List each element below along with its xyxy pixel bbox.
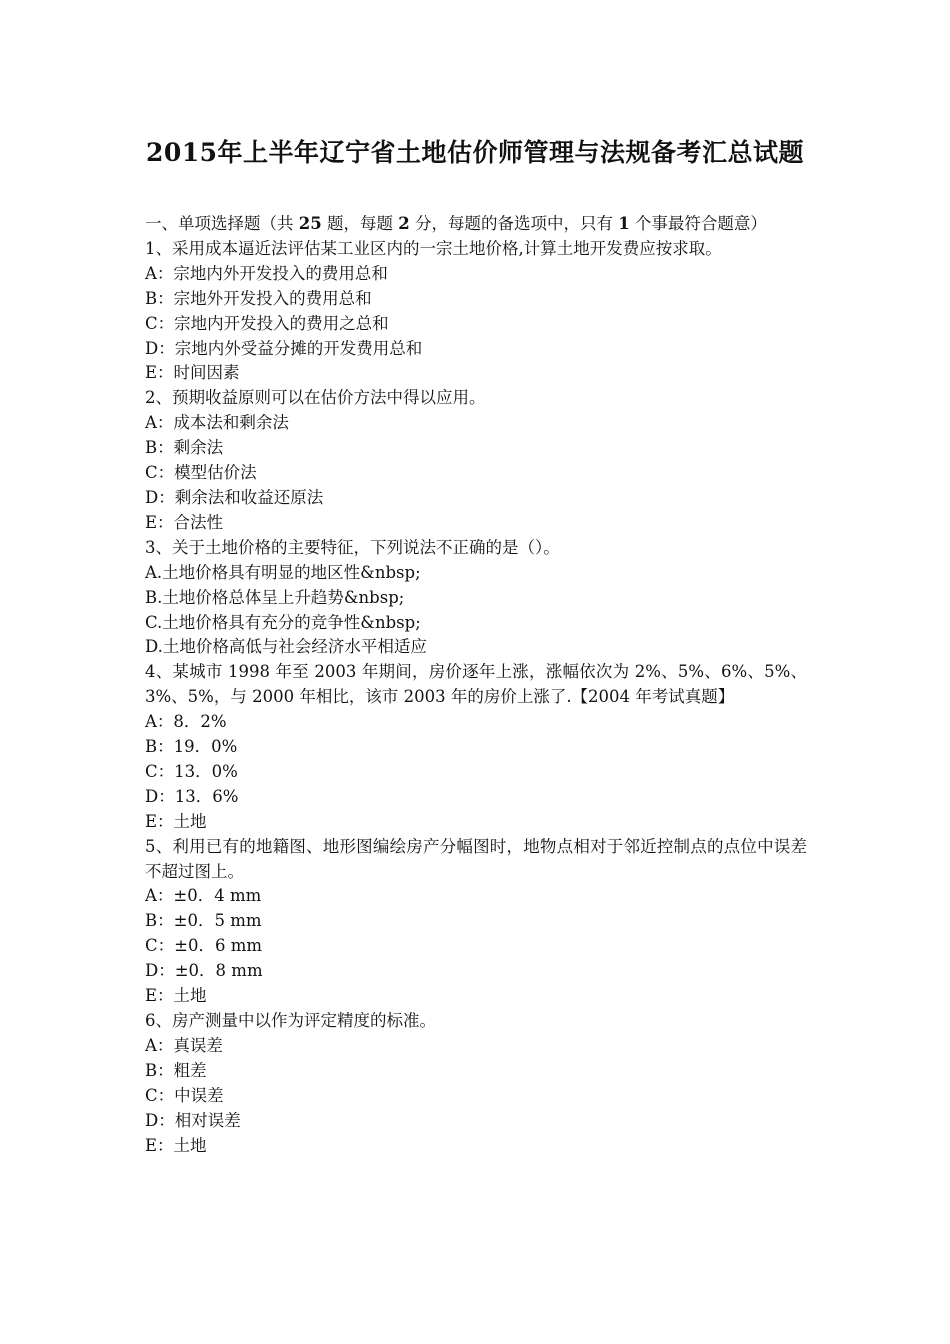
answer-option: B：粗差 [145, 1060, 207, 1080]
section-heading-text: 分，每题的备选项中，只有 [409, 214, 619, 233]
section-heading-text: 个事最符合题意） [629, 214, 767, 233]
question-stem: 5、利用已有的地籍图、地形图编绘房产分幅图时，地物点相对于邻近控制点的点位中误差不超过图上。 [145, 836, 807, 881]
answer-option: D：相对误差 [145, 1110, 241, 1130]
question-stem: 6、房产测量中以作为评定精度的标准。 [145, 1011, 436, 1030]
section-heading-text: 题，每题 [321, 214, 399, 233]
answer-option: E：土地 [145, 811, 207, 831]
question-count: 25 [298, 214, 322, 233]
answer-option: D：宗地内外受益分摊的开发费用总和 [145, 338, 423, 358]
question-score: 2 [398, 214, 410, 233]
answer-option: E：土地 [145, 1135, 207, 1155]
answer-option: B：剩余法 [145, 438, 224, 458]
answer-option: A：真误差 [145, 1035, 223, 1055]
answer-option: C：中误差 [145, 1085, 224, 1105]
answer-option: E：合法性 [145, 512, 224, 532]
answer-option: A：8．2% [145, 712, 227, 732]
answer-option: B：19．0% [145, 737, 238, 757]
answer-option: E：时间因素 [145, 363, 240, 383]
answer-option: D：剩余法和收益还原法 [145, 487, 324, 507]
answer-option: A：成本法和剩余法 [145, 413, 289, 433]
section-heading [145, 212, 807, 237]
answer-option: D：13．6% [145, 786, 239, 806]
correct-count: 1 [618, 214, 630, 233]
answer-option: A：宗地内外开发投入的费用总和 [145, 263, 388, 283]
answer-option: D.土地价格高低与社会经济水平相适应 [145, 637, 427, 657]
answer-option: E：土地 [145, 986, 207, 1006]
question-stem: 2、预期收益原则可以在估价方法中得以应用。 [145, 388, 486, 408]
answer-option: B.土地价格总体呈上升趋势&nbsp; [145, 587, 405, 607]
document-title: 2015年上半年辽宁省土地估价师管理与法规备考汇总试题 [145, 138, 805, 167]
answer-option: C.土地价格具有充分的竞争性&nbsp; [145, 612, 421, 632]
answer-option: C：13．0% [145, 761, 238, 781]
answer-option: D：±0．8 mm [145, 961, 263, 981]
answer-option: C：±0．6 mm [145, 936, 262, 956]
answer-option: B：±0．5 mm [145, 911, 262, 931]
document-body [145, 212, 807, 1158]
section-heading-text: 一、单项选择题（共 [145, 214, 299, 233]
question-stem: 1、采用成本逼近法评估某工业区内的一宗土地价格,计算土地开发费应按求取。 [145, 238, 722, 258]
answer-option: B：宗地外开发投入的费用总和 [145, 288, 372, 308]
question-stem: 4、某城市 1998 年至 2003 年期间，房价逐年上涨，涨幅依次为 2%、5%、6%、5%、3%、5%，与 2000 年相比，该市 2003 年的房价上涨了.【2004 年考试真题】 [145, 662, 807, 707]
answer-option: A.土地价格具有明显的地区性&nbsp; [145, 562, 421, 582]
question-stem: 3、关于土地价格的主要特征，下列说法不正确的是（）。 [145, 537, 560, 557]
answer-option: A：±0．4 mm [145, 886, 262, 906]
answer-option: C：模型估价法 [145, 463, 257, 483]
answer-option: C：宗地内开发投入的费用之总和 [145, 313, 389, 333]
